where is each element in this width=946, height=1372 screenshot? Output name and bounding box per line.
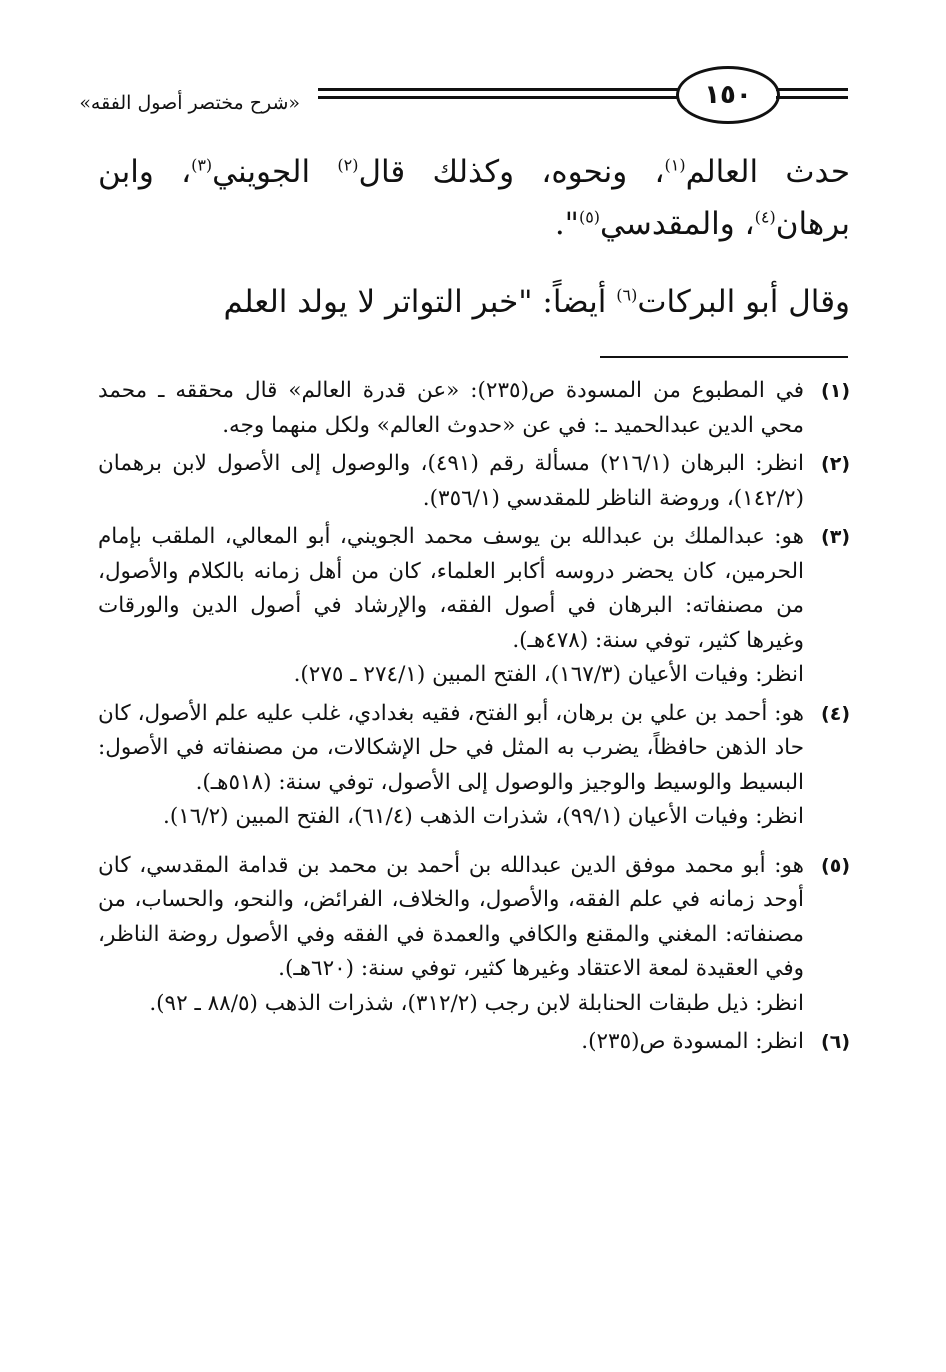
header-rule — [318, 96, 678, 99]
footnote-reference: انظر: وفيات الأعيان (٩٩/١)، شذرات الذهب (٦١/٤)، الفتح المبين (١٦/٢). — [163, 804, 804, 829]
header-rule — [776, 88, 848, 91]
text-run: ، ونحوه، وكذلك قال — [358, 154, 665, 190]
footnote-reference: انظر: ذيل طبقات الحنابلة لابن رجب (٣١٢/٢)، شذرات الذهب (٨٨/٥ ـ ٩٢). — [149, 990, 804, 1016]
page-header — [79, 62, 848, 132]
footnote — [98, 447, 850, 516]
footnote-number: (٢) — [821, 453, 850, 475]
footnote-marker[interactable]: (٣) — [191, 155, 213, 175]
footnote-text: في المطبوع من المسودة ص(٢٣٥): «عن قدرة العالم» قال محققه ـ محمد محي الدين عبدالحميد ـ: في عن «حدوث العالم» ولكل منهما وجه. — [98, 378, 804, 438]
text-run: وقال أبو البركات — [637, 284, 850, 320]
page-number: ١٥٠ — [676, 66, 780, 124]
footnote-marker[interactable]: (٦) — [616, 285, 638, 305]
footnote — [98, 849, 850, 1022]
footnote-number: (٤) — [821, 702, 850, 725]
footnote-reference: انظر: وفيات الأعيان (١٦٧/٣)، الفتح المبين (٢٧٤/١ ـ ٢٧٥). — [293, 662, 804, 687]
running-title: «شرح مختصر أصول الفقه» — [79, 92, 300, 114]
footnote-marker[interactable]: (٥) — [578, 207, 601, 227]
text-run: ". — [554, 206, 579, 242]
footnote-number: (٣) — [821, 526, 850, 548]
footnote-text: انظر: البرهان (٢١٦/١) مسألة رقم (٤٩١)، والوصول إلى الأصول لابن برهمان (١٤٢/٢)، وروضة الناظر للمقدسي (٣٥٦/١). — [98, 451, 804, 511]
text-run: حدث العالم — [685, 154, 850, 190]
text-run: الجويني — [212, 154, 338, 190]
footnote-number: (٦) — [821, 1031, 850, 1053]
body-paragraph — [98, 146, 850, 250]
footnote-marker[interactable]: (١) — [664, 155, 686, 175]
footnote — [98, 374, 850, 443]
footnotes — [98, 374, 850, 1064]
footnote — [98, 520, 850, 693]
footnote-number: (٥) — [821, 854, 850, 877]
footnote-text: انظر: المسودة ص(٢٣٥). — [581, 1029, 804, 1054]
text-run: أيضاً: "خبر التواتر لا يولد العلم — [223, 284, 617, 320]
footnote-text: هو: أبو محمد موفق الدين عبدالله بن أحمد بن محمد بن قدامة المقدسي، كان أوحد زمانه في علم الفقه، والأصول، والخلاف، الفرائض، والنحو، والحساب، من مصنفاته: المغني والمقنع والكافي والعمدة في الفقه وفي الأصول روضة الناظر، وفي العقيدة لمعة الاعتقاد وغيرها كثير، توفي سنة: (٦٢٠هـ). — [98, 852, 804, 981]
text-run: ، والمقدسي — [600, 206, 755, 242]
footnote-number: (١) — [821, 380, 850, 402]
footnote-marker[interactable]: (٢) — [337, 155, 359, 175]
footnote-text: هو: أحمد بن علي بن برهان، أبو الفتح، فقيه بغدادي، غلب عليه علم الأصول، كان حاد الذهن حافظاً، يضرب به المثل في حل الإشكالات، من مصنفاته في الأصول: البسيط والوسيط والوجيز والوصول إلى الأصول، توفي سنة: (٥١٨هـ). — [98, 700, 804, 795]
footnote-marker[interactable]: (٤) — [754, 207, 776, 227]
footnote — [98, 1025, 850, 1060]
header-rule — [318, 88, 678, 91]
main-text — [98, 146, 850, 354]
footnote-text: هو: عبدالملك بن عبدالله بن يوسف محمد الجويني، أبو المعالي، الملقب بإمام الحرمين، كان يحضر دروسه أكابر العلماء، كان من أهل زمانه بالكلام والأصول، من مصنفاته: البرهان في أصول الفقه، والإرشاد في أصول الدين والورقات وغيرها كثير، توفي سنة: (٤٧٨هـ). — [98, 524, 804, 653]
header-rule — [776, 96, 848, 99]
text-run: ، وابن برهان — [98, 154, 850, 242]
footnote-separator — [600, 356, 848, 358]
footnote — [98, 697, 850, 835]
body-paragraph — [98, 276, 850, 328]
